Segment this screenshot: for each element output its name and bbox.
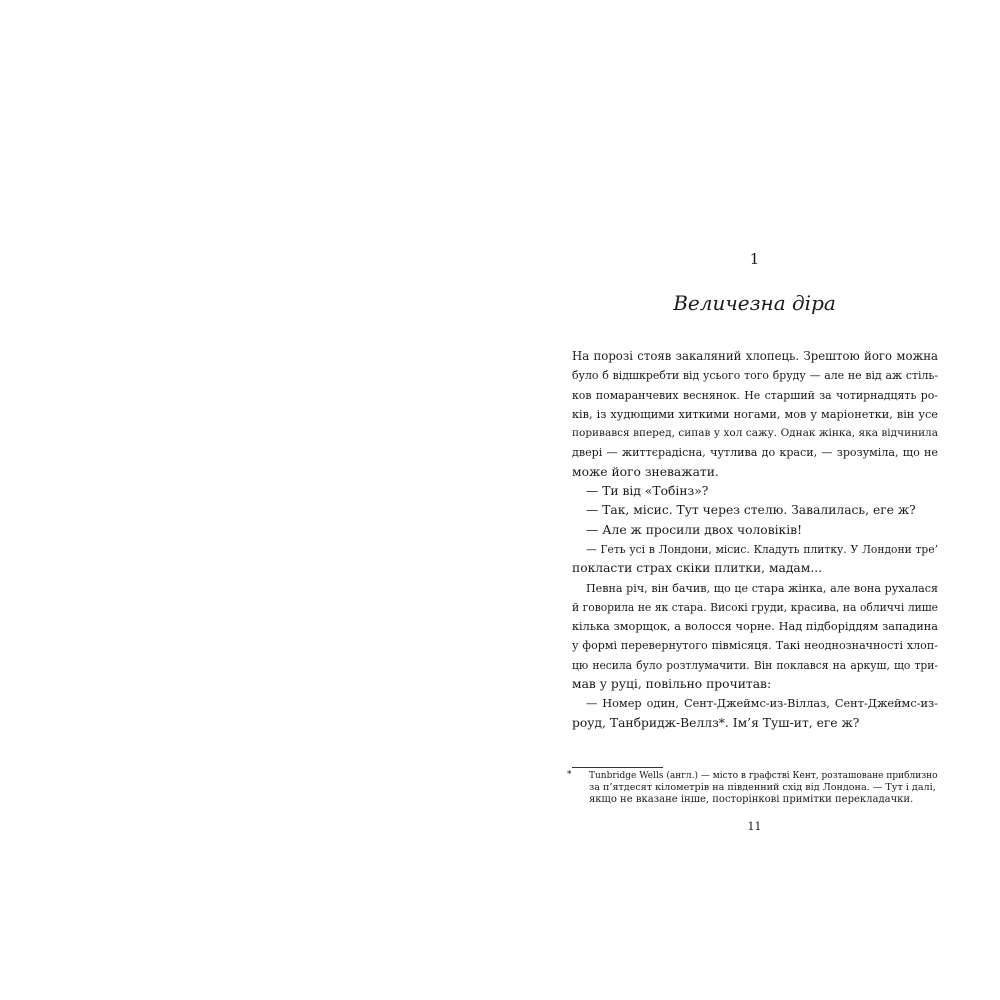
- body-line: двері — життєрадісна, чутлива до краси, — зрозуміла, що не: [572, 446, 938, 460]
- body-line: цю несила було розтлумачити. Він поклався на аркуш, що три-: [572, 658, 938, 672]
- body-line: На порозі стояв закаляний хлопець. Зрештою його можна: [572, 349, 938, 363]
- page-number: 11: [747, 820, 762, 833]
- body-line: роуд, Танбридж-Веллз*. Ім’я Туш-ит, еге ж?: [572, 715, 860, 730]
- body-text: [572, 347, 938, 733]
- body-line: ків, із худющими хиткими ногами, мов у маріонетки, він усе: [572, 407, 938, 421]
- dialogue-line: — Але ж просили двох чоловіків!: [586, 522, 803, 537]
- right-page: [500, 0, 1000, 1000]
- body-line: може його зневажати.: [572, 464, 719, 479]
- body-line: Певна річ, він бачив, що це стара жінка, але вона рухалася: [586, 581, 938, 595]
- dialogue-line: — Ти від «Тобінз»?: [586, 484, 709, 499]
- footnote-line: за п’ятдесят кілометрів на південний схід від Лондона. — Тут і далі,: [589, 782, 936, 794]
- footnote-line: Tunbridge Wells (англ.) — місто в графстві Кент, розташоване приблизно: [589, 771, 938, 781]
- chapter-number: 1: [749, 250, 760, 268]
- body-line: мав у руці, повільно прочитав:: [572, 677, 772, 692]
- footnote-divider: [572, 767, 663, 768]
- body-line: покласти страх скіки плитки, мадам...: [572, 561, 823, 576]
- body-line: у формі перевернутого півмісяця. Такі неоднозначності хлоп-: [572, 639, 938, 653]
- footnote-marker: *: [567, 770, 572, 780]
- dialogue-line: — Так, місис. Тут через стелю. Завалилась, еге ж?: [586, 503, 916, 518]
- body-line: поривався вперед, сипав у хол сажу. Однак жінка, яка відчинила: [572, 427, 938, 440]
- body-line: й говорила не як стара. Високі груди, красива, на обличчі лише: [572, 600, 938, 614]
- footnote: [567, 770, 938, 807]
- footnote-line: якщо не вказане інше, посторінкові примітки перекладачки.: [589, 794, 914, 806]
- body-line: кілька зморщок, а волосся чорне. Над підборіддям западина: [572, 620, 938, 634]
- dialogue-line: — Геть усі в Лондони, місис. Кладуть плитку. У Лондони тре’: [586, 542, 938, 556]
- body-line: було б відшкребти від усього того бруду — але не від аж стіль-: [572, 369, 938, 383]
- body-line: ков помаранчевих веснянок. Не старший за чотирнадцять ро-: [572, 388, 938, 402]
- dialogue-line: — Номер один, Сент-Джеймс-из-Віллаз, Сент-Джеймс-из-: [586, 697, 938, 711]
- chapter-title: Величезна діра: [673, 291, 836, 315]
